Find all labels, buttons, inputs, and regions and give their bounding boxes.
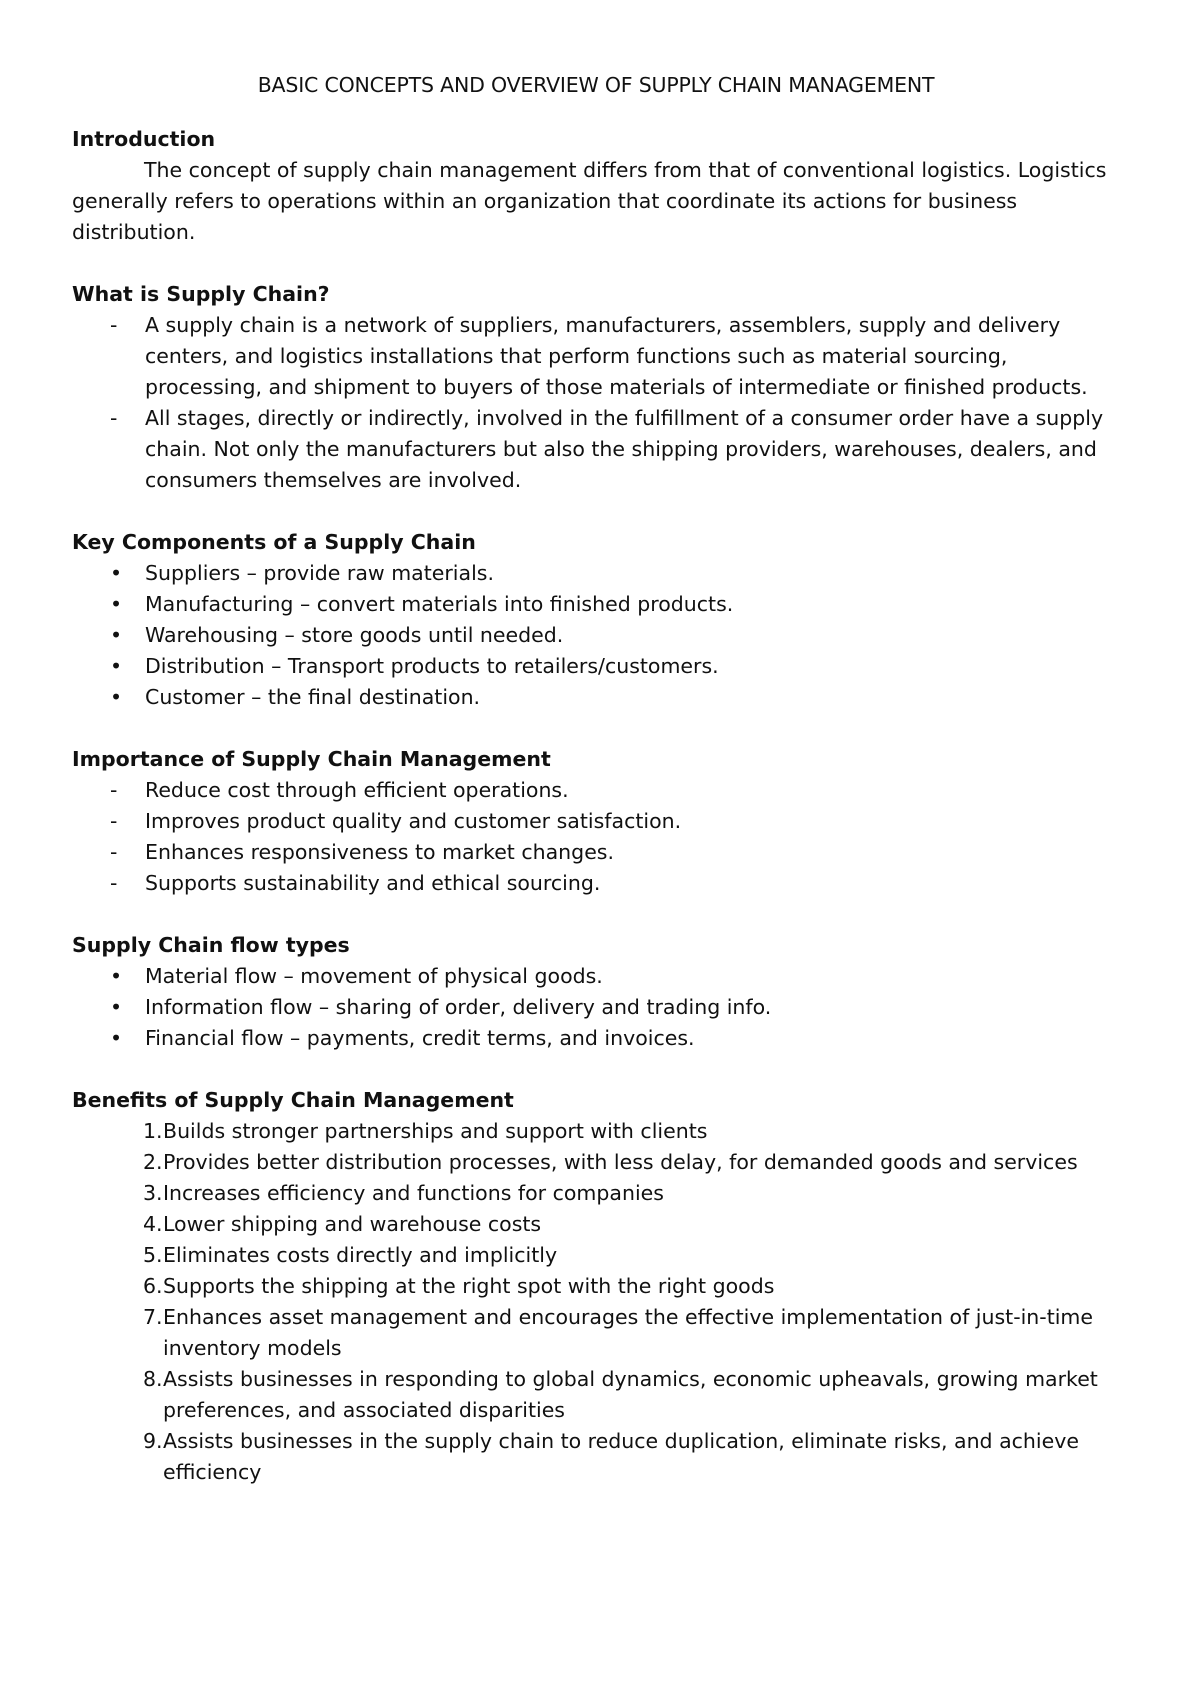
bullet-marker: • [110,1026,123,1050]
number-marker: 3. [143,1181,163,1205]
list-item-text: Financial flow – payments, credit terms, and invoices. [145,1026,695,1050]
dash-marker: - [110,313,118,337]
spacer [72,1054,1120,1085]
list-item-text: Reduce cost through efficient operations. [145,778,569,802]
importance-list [72,775,1120,899]
number-marker: 2. [143,1150,163,1174]
list-item [72,806,1120,837]
number-marker: 8. [143,1367,163,1391]
list-item-text: All stages, directly or indirectly, involved in the fulfillment of a consumer order have a supply chain. Not only the manufacturers but also the shipping providers, warehouses, dealers, and consumers themselves are involved. [145,406,1104,492]
list-item [72,620,1120,651]
dash-marker: - [110,406,118,430]
bullet-marker: • [110,685,123,709]
list-item-text: Material flow – movement of physical goods. [145,964,603,988]
list-item [72,837,1120,868]
list-item-text: Enhances responsiveness to market changes. [145,840,614,864]
list-item [72,1147,1120,1178]
list-item [72,1364,1120,1426]
dash-marker: - [110,809,118,833]
number-marker: 9. [143,1429,163,1453]
list-item [72,1426,1120,1488]
list-item [72,961,1120,992]
list-item [72,1271,1120,1302]
bullet-marker: • [110,561,123,585]
list-item [72,1240,1120,1271]
list-item [72,1116,1120,1147]
list-item [72,992,1120,1023]
introduction-heading: Introduction [72,127,216,151]
bullet-marker: • [110,623,123,647]
dash-marker: - [110,871,118,895]
components-list [72,558,1120,713]
dash-marker: - [110,840,118,864]
list-item-text: A supply chain is a network of suppliers, manufacturers, assemblers, supply and delivery centers, and logistics installations that perform functions such as material sourcing, processing, and shipment to buyers of those materials of intermediate or finished products. [145,313,1088,399]
dash-marker: - [110,778,118,802]
bullet-marker: • [110,964,123,988]
what-is-list [72,310,1120,496]
list-item [72,1209,1120,1240]
list-item-text: Enhances asset management and encourages the effective implementation of just-in-time inventory models [163,1305,1094,1360]
flow-types-heading: Supply Chain flow types [72,933,350,957]
list-item [72,868,1120,899]
spacer [72,496,1120,527]
benefits-list [72,1116,1120,1488]
flow-types-list [72,961,1120,1054]
number-marker: 7. [143,1305,163,1329]
list-item-text: Provides better distribution processes, with less delay, for demanded goods and services [163,1150,1078,1174]
number-marker: 1. [143,1119,163,1143]
spacer [72,101,1120,124]
list-item-text: Assists businesses in the supply chain to reduce duplication, eliminate risks, and achieve efficiency [163,1429,1079,1484]
introduction-paragraph: The concept of supply chain management differs from that of conventional logistics. Logistics generally refers to operations within an organization that coordinate its actions for business distribution. [72,158,1107,244]
spacer [72,248,1120,279]
spacer [72,899,1120,930]
list-item-text: Supports sustainability and ethical sourcing. [145,871,601,895]
importance-heading: Importance of Supply Chain Management [72,747,551,771]
list-item-text: Increases efficiency and functions for companies [163,1181,664,1205]
what-is-heading: What is Supply Chain? [72,282,330,306]
list-item-text: Supports the shipping at the right spot with the right goods [163,1274,775,1298]
number-marker: 6. [143,1274,163,1298]
list-item-text: Manufacturing – convert materials into finished products. [145,592,734,616]
list-item-text: Warehousing – store goods until needed. [145,623,564,647]
list-item-text: Builds stronger partnerships and support with clients [163,1119,708,1143]
bullet-marker: • [110,654,123,678]
list-item [72,775,1120,806]
list-item-text: Improves product quality and customer satisfaction. [145,809,682,833]
list-item [72,651,1120,682]
list-item-text: Suppliers – provide raw materials. [145,561,494,585]
list-item [72,310,1120,403]
bullet-marker: • [110,995,123,1019]
list-item-text: Lower shipping and warehouse costs [163,1212,542,1236]
components-heading: Key Components of a Supply Chain [72,530,476,554]
list-item [72,558,1120,589]
benefits-heading: Benefits of Supply Chain Management [72,1088,514,1112]
list-item-text: Information flow – sharing of order, delivery and trading info. [145,995,772,1019]
list-item-text: Assists businesses in responding to global dynamics, economic upheavals, growing market preferences, and associated disparities [163,1367,1098,1422]
list-item [72,403,1120,496]
list-item-text: Distribution – Transport products to retailers/customers. [145,654,719,678]
document-title: BASIC CONCEPTS AND OVERVIEW OF SUPPLY CHAIN MANAGEMENT [257,73,935,97]
spacer [72,713,1120,744]
list-item-text: Customer – the final destination. [145,685,481,709]
list-item [72,1023,1120,1054]
list-item [72,589,1120,620]
list-item [72,682,1120,713]
bullet-marker: • [110,592,123,616]
list-item [72,1178,1120,1209]
number-marker: 5. [143,1243,163,1267]
number-marker: 4. [143,1212,163,1236]
list-item [72,1302,1120,1364]
list-item-text: Eliminates costs directly and implicitly [163,1243,558,1267]
